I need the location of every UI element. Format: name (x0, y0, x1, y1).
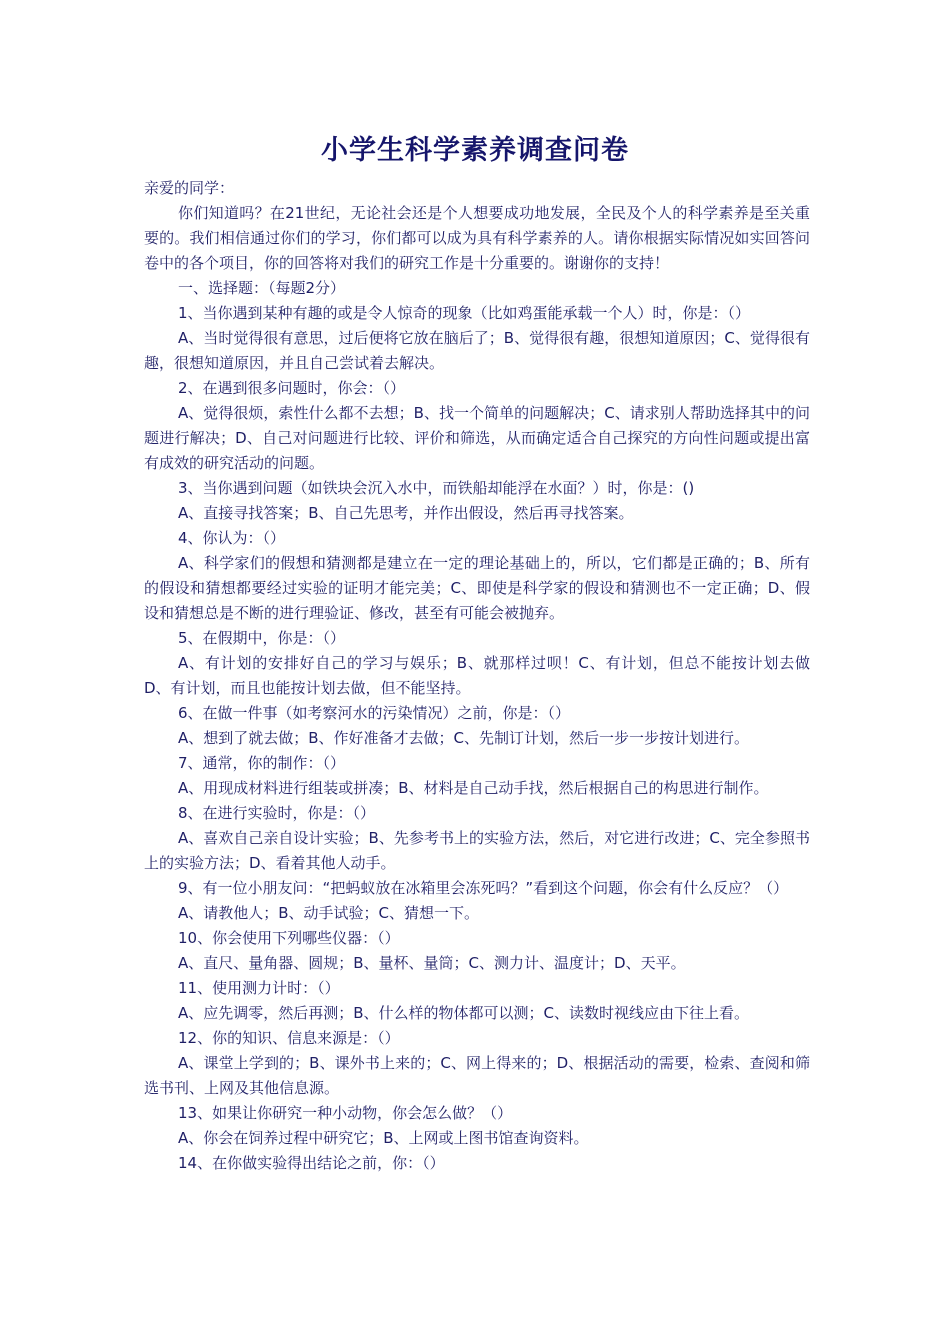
question-text: 8、在进行实验时，你是：（） (178, 804, 376, 822)
answer-options: A、有计划的安排好自己的学习与娱乐；B、就那样过呗！C、有计划，但总不能按计划去做 D、有计划，而且也能按计划去做，但不能坚持。 (144, 654, 810, 697)
section-heading: 一、选择题：（每题2分） (178, 279, 346, 297)
document-title: 小学生科学素养调查问卷 (321, 135, 629, 166)
question-text: 5、在假期中，你是：（） (178, 629, 346, 647)
answer-options: A、科学家们的假想和猜测都是建立在一定的理论基础上的，所以，它们都是正确的；B、所有的假设和猜想都要经过实验的证明才能完美；C、即使是科学家的假设和猜测也不一定正确；D、假设和猜想总是不断的进行理验证、修改，甚至有可能会被抛弃。 (144, 554, 810, 622)
intro-paragraph: 你们知道吗？在21世纪，无论社会还是个人想要成功地发展，全民及个人的科学素养是至关重要的。我们相信通过你们的学习，你们都可以成为具有科学素养的人。请你根据实际情况如实回答问卷中的各个项目，你的回答将对我们的研究工作是十分重要的。谢谢你的支持！ (144, 204, 810, 272)
question-text: 1、当你遇到某种有趣的或是令人惊奇的现象（比如鸡蛋能承载一个人）时，你是：（） (178, 304, 751, 322)
question-text: 14、在你做实验得出结论之前，你：（） (178, 1154, 445, 1172)
answer-options: A、觉得很烦，索性什么都不去想；B、找一个简单的问题解决；C、请求别人帮助选择其中的问题进行解决；D、自己对问题进行比较、评价和筛选，从而确定适合自己探究的方向性问题或提出富有成效的研究活动的问题。 (144, 404, 810, 472)
question-text: 2、在遇到很多问题时，你会：（） (178, 379, 406, 397)
answer-options: A、直接寻找答案；B、自己先思考，并作出假设，然后再寻找答案。 (178, 504, 634, 522)
answer-options: A、喜欢自己亲自设计实验；B、先参考书上的实验方法，然后，对它进行改进；C、完全参照书上的实验方法；D、看着其他人动手。 (144, 829, 810, 872)
question-text: 6、在做一件事（如考察河水的污染情况）之前，你是：（） (178, 704, 571, 722)
question-text: 13、如果让你研究一种小动物，你会怎么做？（） (178, 1104, 513, 1122)
question-text: 7、通常，你的制作：（） (178, 754, 346, 772)
question-text: 4、你认为：（） (178, 529, 286, 547)
question-text: 3、当你遇到问题（如铁块会沉入水中，而铁船却能浮在水面？）时，你是：() (178, 479, 695, 497)
question-text: 11、使用测力计时：（） (178, 979, 340, 997)
question-text: 9、有一位小朋友问：“把蚂蚁放在冰箱里会冻死吗？”看到这个问题，你会有什么反应？（） (178, 879, 789, 897)
salutation: 亲爱的同学： (144, 179, 235, 197)
answer-options: A、应先调零，然后再测；B、什么样的物体都可以测；C、读数时视线应由下往上看。 (178, 1004, 750, 1022)
question-text: 10、你会使用下列哪些仪器：（） (178, 929, 400, 947)
answer-options: A、课堂上学到的；B、课外书上来的；C、网上得来的；D、根据活动的需要，检索、查阅和筛选书刊、上网及其他信息源。 (144, 1054, 810, 1097)
answer-options: A、想到了就去做；B、作好准备才去做；C、先制订计划，然后一步一步按计划进行。 (178, 729, 750, 747)
question-text: 12、你的知识、信息来源是：（） (178, 1029, 400, 1047)
answer-options: A、请教他人；B、动手试验；C、猜想一下。 (178, 904, 480, 922)
answer-options: A、当时觉得很有意思，过后便将它放在脑后了；B、觉得很有趣，很想知道原因；C、觉得很有趣，很想知道原因，并且自己尝试着去解决。 (144, 329, 810, 372)
answer-options: A、你会在饲养过程中研究它；B、上网或上图书馆查询资料。 (178, 1129, 589, 1147)
answer-options: A、直尺、量角器、圆规；B、量杯、量筒；C、测力计、温度计；D、天平。 (178, 954, 686, 972)
answer-options: A、用现成材料进行组装或拼凑；B、材料是自己动手找，然后根据自己的构思进行制作。 (178, 779, 769, 797)
document-body (144, 176, 810, 1176)
